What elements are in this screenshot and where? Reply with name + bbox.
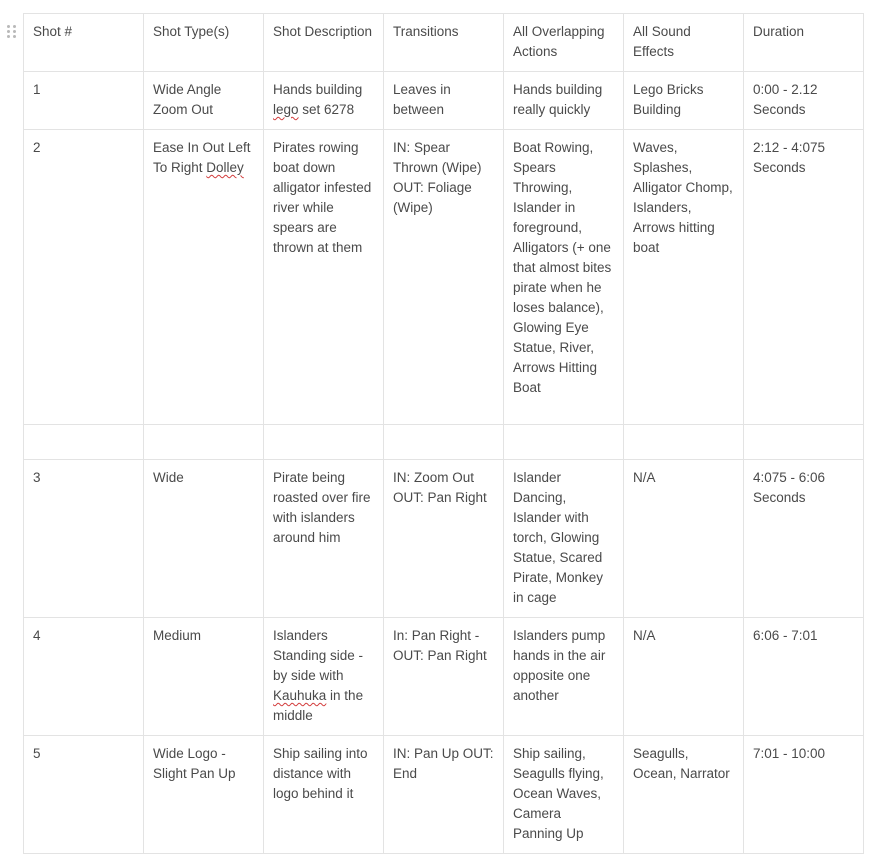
drag-dot	[13, 35, 16, 38]
cell-overlapping-actions[interactable]: Boat Rowing, Spears Throwing, Islander in foreground, Alligators (+ one that almost bites pirate when he loses balance), Glowing Eye Statue, River, Arrows Hitting Boat	[504, 130, 624, 425]
cell-sound-effects[interactable]: Seagulls, Ocean, Narrator	[624, 736, 744, 854]
empty-cell[interactable]	[144, 425, 264, 460]
empty-cell[interactable]	[24, 425, 144, 460]
cell-transitions[interactable]: IN: Pan Up OUT: End	[384, 736, 504, 854]
empty-cell[interactable]	[504, 425, 624, 460]
spellcheck-flagged-word[interactable]: Kauhuka	[273, 688, 327, 703]
cell-overlapping-actions[interactable]: Ship sailing, Seagulls flying, Ocean Waves, Camera Panning Up	[504, 736, 624, 854]
cell-transitions[interactable]: In: Pan Right - OUT: Pan Right	[384, 618, 504, 736]
cell-transitions[interactable]: Leaves in between	[384, 72, 504, 130]
cell-sound-effects[interactable]: Lego Bricks Building	[624, 72, 744, 130]
cell-shot-number[interactable]: 2	[24, 130, 144, 425]
cell-shot-description[interactable]: Pirate being roasted over fire with islanders around him	[264, 460, 384, 618]
cell-overlapping-actions[interactable]: Islander Dancing, Islander with torch, Glowing Statue, Scared Pirate, Monkey in cage	[504, 460, 624, 618]
cell-transitions[interactable]: IN: Zoom Out OUT: Pan Right	[384, 460, 504, 618]
cell-sound-effects[interactable]: N/A	[624, 460, 744, 618]
table-row	[24, 130, 864, 425]
cell-shot-type[interactable]: Wide Angle Zoom Out	[144, 72, 264, 130]
drag-dot	[7, 35, 10, 38]
header-duration[interactable]: Duration	[744, 14, 864, 72]
cell-duration[interactable]: 0:00 - 2.12 Seconds	[744, 72, 864, 130]
cell-text: Hands building	[273, 82, 363, 97]
cell-sound-effects[interactable]: N/A	[624, 618, 744, 736]
empty-cell[interactable]	[744, 425, 864, 460]
cell-shot-description[interactable]: Ship sailing into distance with logo behind it	[264, 736, 384, 854]
cell-text: in the middle	[273, 688, 364, 723]
cell-overlapping-actions[interactable]: Hands building really quickly	[504, 72, 624, 130]
table-header-row	[24, 14, 864, 72]
table-row	[24, 72, 864, 130]
spellcheck-flagged-word[interactable]: Dolley	[206, 160, 244, 175]
header-shot-types[interactable]: Shot Type(s)	[144, 14, 264, 72]
cell-shot-number[interactable]: 4	[24, 618, 144, 736]
row-drag-handle[interactable]	[7, 25, 17, 39]
cell-text: Islanders Standing side - by side with	[273, 628, 364, 683]
header-overlapping-actions[interactable]: All Overlapping Actions	[504, 14, 624, 72]
cell-duration[interactable]: 2:12 - 4:075 Seconds	[744, 130, 864, 425]
header-shot-number[interactable]: Shot #	[24, 14, 144, 72]
cell-text: Ease In Out Left To Right	[153, 140, 251, 175]
empty-cell[interactable]	[624, 425, 744, 460]
cell-duration[interactable]: 7:01 - 10:00	[744, 736, 864, 854]
cell-shot-number[interactable]: 1	[24, 72, 144, 130]
shot-list-table	[23, 13, 864, 854]
spellcheck-flagged-word[interactable]: lego	[273, 102, 299, 117]
drag-dot	[7, 25, 10, 28]
table-row	[24, 618, 864, 736]
cell-shot-description[interactable]	[264, 618, 384, 736]
empty-table-row	[24, 425, 864, 460]
header-shot-description[interactable]: Shot Description	[264, 14, 384, 72]
cell-duration[interactable]: 4:075 - 6:06 Seconds	[744, 460, 864, 618]
cell-transitions[interactable]: IN: Spear Thrown (Wipe) OUT: Foliage (Wipe)	[384, 130, 504, 425]
cell-text: set 6278	[298, 102, 355, 117]
cell-shot-number[interactable]: 3	[24, 460, 144, 618]
header-sound-effects[interactable]: All Sound Effects	[624, 14, 744, 72]
cell-shot-type[interactable]: Wide Logo - Slight Pan Up	[144, 736, 264, 854]
cell-shot-type[interactable]	[144, 130, 264, 425]
cell-duration[interactable]: 6:06 - 7:01	[744, 618, 864, 736]
cell-overlapping-actions[interactable]: Islanders pump hands in the air opposite one another	[504, 618, 624, 736]
empty-cell[interactable]	[264, 425, 384, 460]
drag-dot	[13, 30, 16, 33]
cell-shot-description[interactable]	[264, 72, 384, 130]
drag-dot	[7, 30, 10, 33]
empty-cell[interactable]	[384, 425, 504, 460]
table-row	[24, 460, 864, 618]
cell-shot-type[interactable]: Wide	[144, 460, 264, 618]
cell-shot-number[interactable]: 5	[24, 736, 144, 854]
cell-shot-type[interactable]: Medium	[144, 618, 264, 736]
cell-sound-effects[interactable]: Waves, Splashes, Alligator Chomp, Islanders, Arrows hitting boat	[624, 130, 744, 425]
drag-dot	[13, 25, 16, 28]
table-row	[24, 736, 864, 854]
cell-shot-description[interactable]: Pirates rowing boat down alligator infested river while spears are thrown at them	[264, 130, 384, 425]
header-transitions[interactable]: Transitions	[384, 14, 504, 72]
